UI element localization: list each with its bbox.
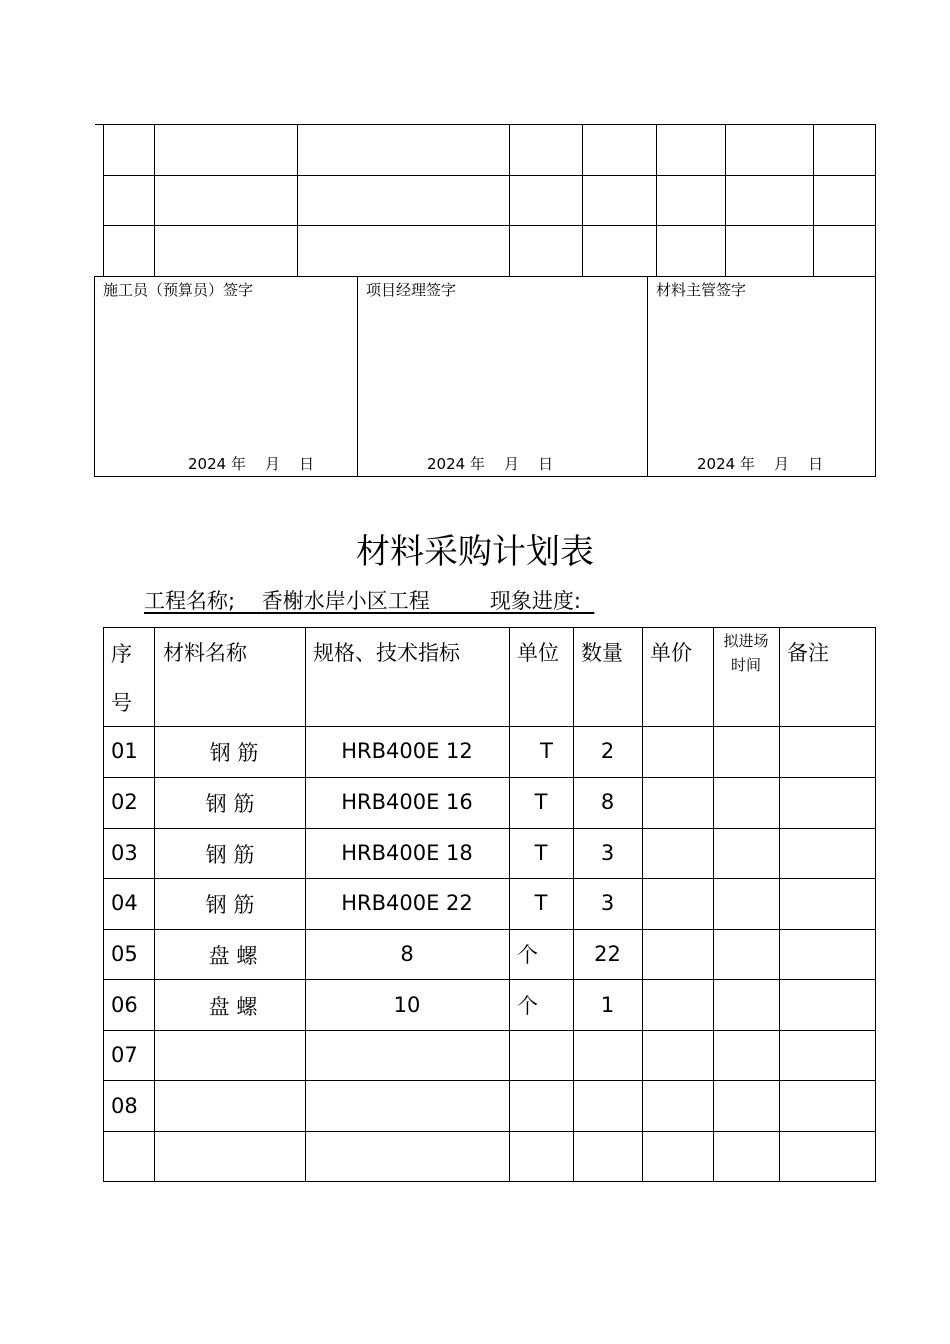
top-table-vline xyxy=(154,124,155,276)
signature-label-material-supervisor: 材料主管签字 xyxy=(656,281,747,299)
row-quantity: 3 xyxy=(600,841,615,865)
row-quantity: 2 xyxy=(600,739,615,763)
table-line xyxy=(103,627,876,628)
row-seq: 02 xyxy=(111,790,138,814)
row-seq: 08 xyxy=(111,1094,138,1118)
row-seq: 01 xyxy=(111,739,138,763)
row-spec: HRB400E 22 xyxy=(341,891,473,915)
table-line xyxy=(103,1080,876,1081)
row-quantity: 3 xyxy=(600,891,615,915)
row-unit: T xyxy=(534,790,548,814)
header-quantity: 数量 xyxy=(581,641,623,665)
row-seq: 05 xyxy=(111,942,138,966)
top-table-line xyxy=(103,175,876,176)
signature-date-material-supervisor: 2024 年 月 日 xyxy=(697,455,824,473)
table-vline xyxy=(875,627,876,1182)
top-table-vline xyxy=(875,124,876,276)
row-unit: 个 xyxy=(517,943,538,967)
table-line xyxy=(103,878,876,879)
table-vline xyxy=(642,627,643,1182)
row-unit: T xyxy=(534,891,548,915)
signature-box-vline xyxy=(357,276,358,477)
header-arrival-date-line2: 时间 xyxy=(730,656,761,674)
row-quantity: 22 xyxy=(594,942,621,966)
project-info-line xyxy=(144,591,594,612)
table-line xyxy=(103,726,876,727)
top-table-line xyxy=(103,225,876,226)
header-arrival-date-line1: 拟进场 xyxy=(723,632,769,650)
row-quantity: 8 xyxy=(600,790,615,814)
row-material-name: 盘 螺 xyxy=(208,944,258,968)
header-seq-line2: 号 xyxy=(111,691,132,715)
top-table-vline xyxy=(813,124,814,276)
header-unit: 单位 xyxy=(517,641,559,665)
signature-label-builder: 施工员（预算员）签字 xyxy=(103,281,254,299)
table-line xyxy=(103,1131,876,1132)
signature-box-bottom xyxy=(94,476,876,477)
top-table-vline xyxy=(297,124,298,276)
row-seq: 03 xyxy=(111,841,138,865)
header-remark: 备注 xyxy=(787,641,829,665)
table-line xyxy=(103,1181,876,1182)
row-seq: 04 xyxy=(111,891,138,915)
row-unit: 个 xyxy=(517,994,538,1018)
row-quantity: 1 xyxy=(600,993,615,1017)
table-vline xyxy=(713,627,714,1182)
project-name-value: 香榭水岸小区工程 xyxy=(261,589,430,613)
table-line xyxy=(103,979,876,980)
page-title: 材料采购计划表 xyxy=(356,532,594,572)
signature-box-vline xyxy=(875,276,876,477)
row-spec: HRB400E 16 xyxy=(341,790,473,814)
project-name-label: 工程名称; xyxy=(144,589,236,613)
table-line xyxy=(103,777,876,778)
header-material-name: 材料名称 xyxy=(163,641,247,665)
top-table-vline xyxy=(725,124,726,276)
project-progress-label: 现象进度: xyxy=(489,589,581,613)
row-spec: HRB400E 18 xyxy=(341,841,473,865)
top-table-vline xyxy=(509,124,510,276)
table-line xyxy=(103,828,876,829)
row-spec: 10 xyxy=(393,993,421,1017)
signature-date-builder: 2024 年 月 日 xyxy=(188,455,315,473)
row-seq: 06 xyxy=(111,993,138,1017)
table-line xyxy=(103,929,876,930)
header-unit-price: 单价 xyxy=(650,641,692,665)
row-unit: T xyxy=(540,739,553,763)
table-line xyxy=(103,1030,876,1031)
top-table-vline xyxy=(582,124,583,276)
row-material-name: 钢 筋 xyxy=(205,893,255,917)
signature-box-vline xyxy=(94,276,95,477)
tick-mark xyxy=(95,124,103,125)
top-table-line xyxy=(103,124,876,125)
row-material-name: 钢 筋 xyxy=(209,741,259,765)
signature-box-top xyxy=(94,276,876,277)
header-arrival-date xyxy=(714,629,778,677)
row-material-name: 钢 筋 xyxy=(205,843,255,867)
top-table-vline xyxy=(656,124,657,276)
signature-date-manager: 2024 年 月 日 xyxy=(427,455,554,473)
row-unit: T xyxy=(534,841,548,865)
top-table-vline xyxy=(103,124,104,276)
row-spec: 8 xyxy=(400,942,414,966)
header-spec: 规格、技术指标 xyxy=(313,641,460,665)
row-material-name: 钢 筋 xyxy=(205,792,255,816)
table-vline xyxy=(103,627,104,1182)
row-material-name: 盘 螺 xyxy=(208,995,258,1019)
signature-label-manager: 项目经理签字 xyxy=(366,281,457,299)
table-vline xyxy=(779,627,780,1182)
header-seq-line1: 序 xyxy=(111,642,132,666)
signature-box-vline xyxy=(647,276,648,477)
row-seq: 07 xyxy=(111,1043,138,1067)
row-spec: HRB400E 12 xyxy=(341,739,473,763)
